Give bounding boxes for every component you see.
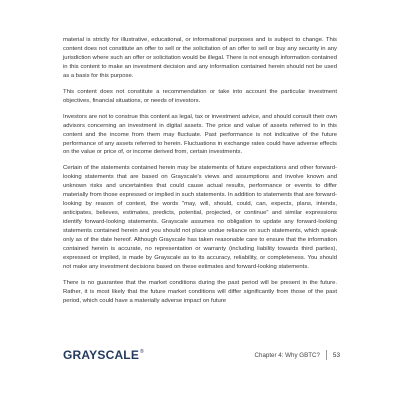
page-footer [63, 346, 340, 364]
paragraph: There is no guarantee that the market conditions during the past period will be present in the future. Rather, it is most likely that the future market conditions will differ significantly from those of the past period, which could have a materially adverse impact on future [63, 279, 337, 304]
disclaimer-body [63, 36, 337, 313]
paragraph: Investors are not to construe this content as legal, tax or investment advice, and should consult their own advisors concerning an investment in digital assets. The price and value of assets referred to in this content and the income from them may fluctuate. Past performance is not indicative of the future performance of any assets referred to herein. Fluctuations in exchange rates could have adverse effects on the value or price of, or income derived from, certain investments. [63, 113, 337, 156]
footer-divider [326, 350, 327, 360]
registered-mark: ® [140, 349, 144, 355]
footer-right [255, 350, 340, 360]
grayscale-logo [63, 348, 144, 362]
logo-text: GRAYSCALE [63, 348, 140, 362]
page-number: 53 [332, 351, 340, 359]
paragraph: material is strictly for illustrative, educational, or informational purposes and is subject to change. This content does not constitute an offer to sell or the solicitation of an offer to sell or buy any security in any jurisdiction where such an offer or solicitation would be illegal. There is not enough information contained in this content to make an investment decision and any information contained herein should not be used as a basis for this purpose. [63, 37, 337, 79]
paragraph: This content does not constitute a recommendation or take into account the particular investment objectives, financial situations, or needs of investors. [63, 88, 337, 104]
chapter-label: Chapter 4: Why GBTC? [254, 351, 320, 359]
paragraph: Certain of the statements contained herein may be statements of future expectations and other forward-looking statements that are based on Grayscale's views and assumptions and involve known and unknown risks and uncertainties that could cause actual results, performance or events to differ materially from those expressed or implied in such statements. In addition to statements that are forward-looking by reason of context, the words "may, will, should, could, can, expects, plans, intends, anticipates, believes, estimates, predicts, potential, projected, or continue" and similar expressions identify forward-looking statements. Grayscale assumes no obligation to update any forward-looking statements contained herein and you should not place undue reliance on such statements, which speak only as of the date hereof. Although Grayscale has taken reasonable care to ensure that the information contained herein is accurate, no representation or warranty (including liability towards third parties), expressed or implied, is made by Grayscale as to its accuracy, reliability, or completeness. You should not make any investment decisions based on these estimates and forward-looking statements. [63, 165, 337, 270]
